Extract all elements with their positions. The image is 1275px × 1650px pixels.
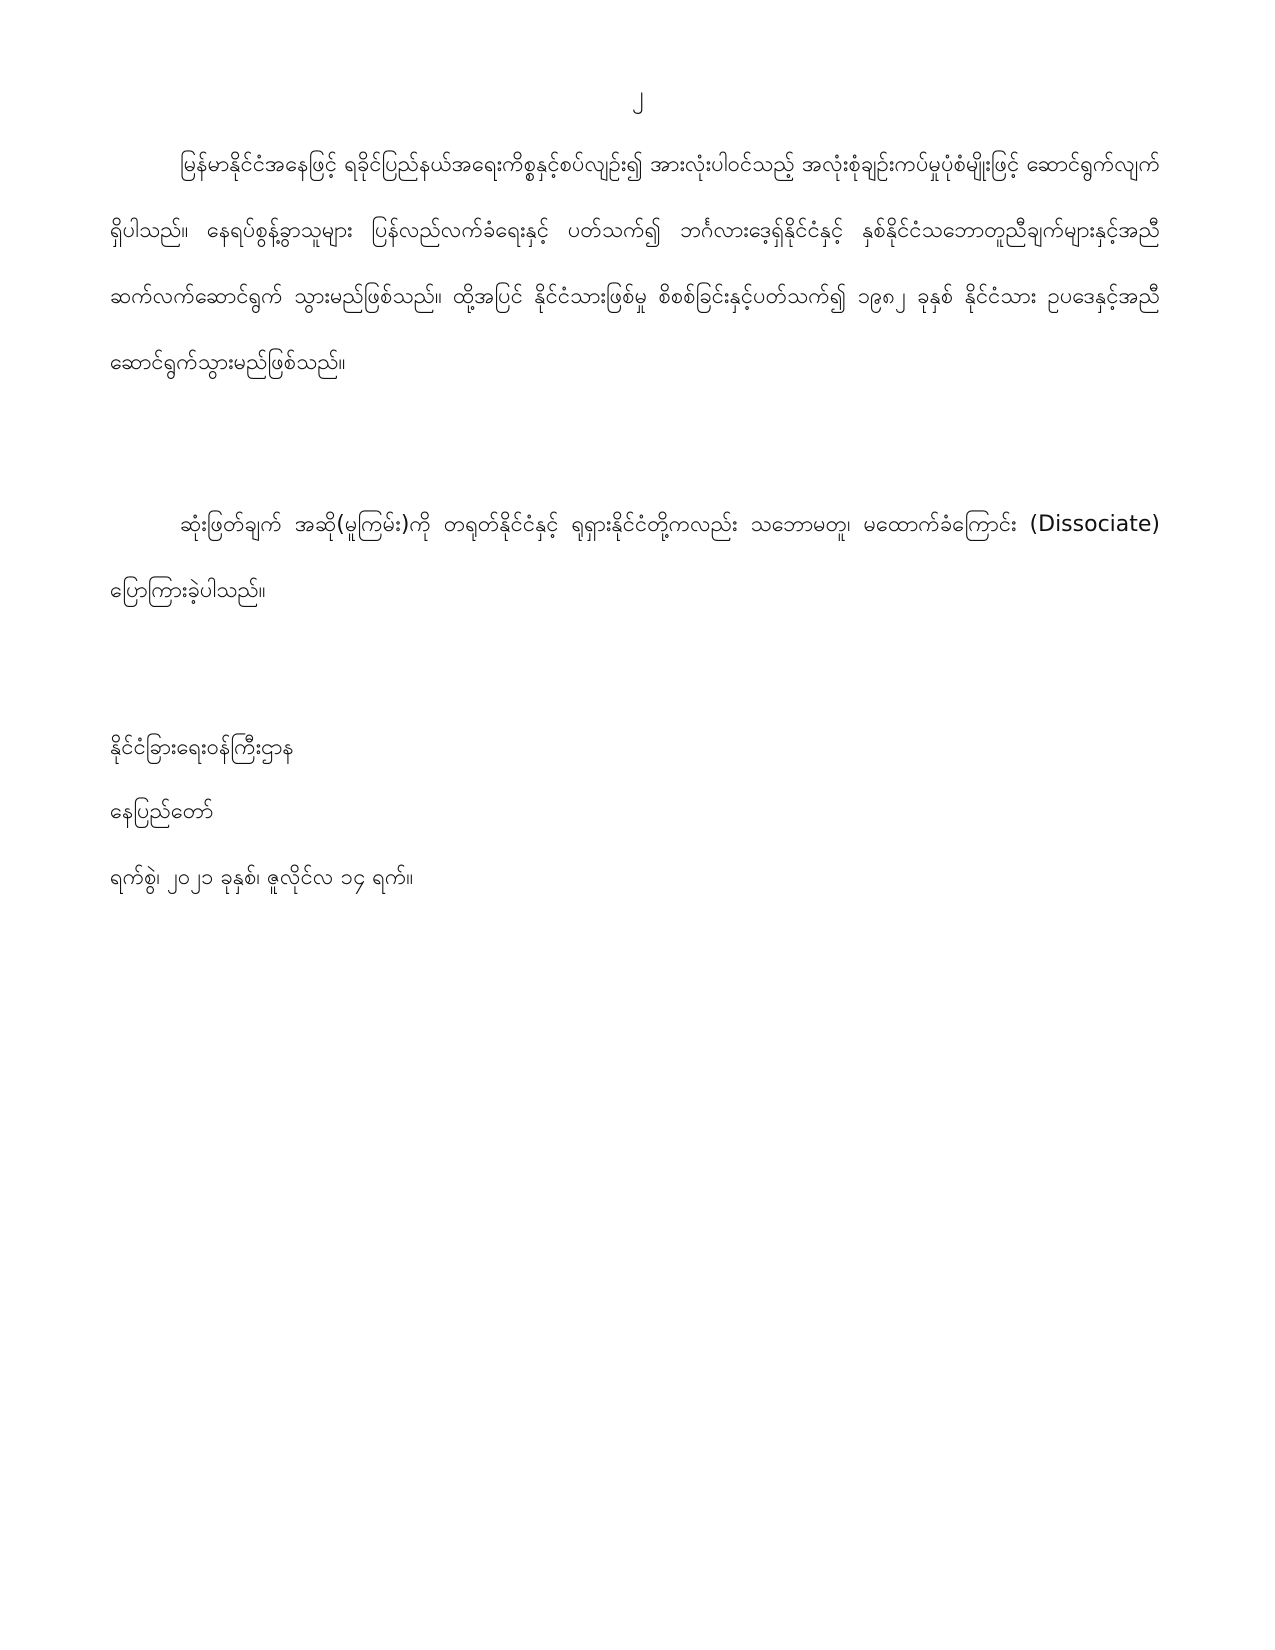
paragraph-1: မြန်မာနိုင်ငံအနေဖြင့် ရခိုင်ပြည်နယ်အရေးကိစ္စနှင့်စပ်လျဉ်း၍ အားလုံးပါဝင်သည့် အလုံးစုံချဉ်းကပ်မှုပုံစံမျိုးဖြင့် ဆောင်ရွက်လျက်ရှိပါသည်။ နေရပ်စွန့်ခွာသူများ ပြန်လည်လက်ခံရေးနှင့် ပတ်သက်၍ ဘင်္ဂလားဒေ့ရှ်နိုင်ငံနှင့် နှစ်နိုင်ငံသဘောတူညီချက်များနှင့်အညီ ဆက်လက်ဆောင်ရွက် သွားမည်ဖြစ်သည်။ ထို့အပြင် နိုင်ငံသားဖြစ်မှု စိစစ်ခြင်းနှင့်ပတ်သက်၍ ၁၉၈၂ ခုနှစ် နိုင်ငံသား ဥပဒေနှင့်အညီ ဆောင်ရွက်သွားမည်ဖြစ်သည်။ (110, 152, 1160, 375)
page-number: ၂ (631, 81, 644, 109)
signature-city: နေပြည်တော် (110, 799, 214, 824)
signature-date: ရက်စွဲ၊ ၂၀၂၁ ခုနှစ်၊ ဇူလိုင်လ ၁၄ ရက်။ (110, 865, 414, 890)
paragraph-2: ဆုံးဖြတ်ချက် အဆို(မူကြမ်း)ကို တရုတ်နိုင်ငံနှင့် ရုရှားနိုင်ငံတို့ကလည်း သဘောမတူ၊ မထောက်ခံကြောင်း (Dissociate) ပြောကြားခဲ့ပါသည်။ (110, 512, 1160, 603)
signature-office: နိုင်ငံခြားရေးဝန်ကြီးဌာန (110, 735, 294, 760)
